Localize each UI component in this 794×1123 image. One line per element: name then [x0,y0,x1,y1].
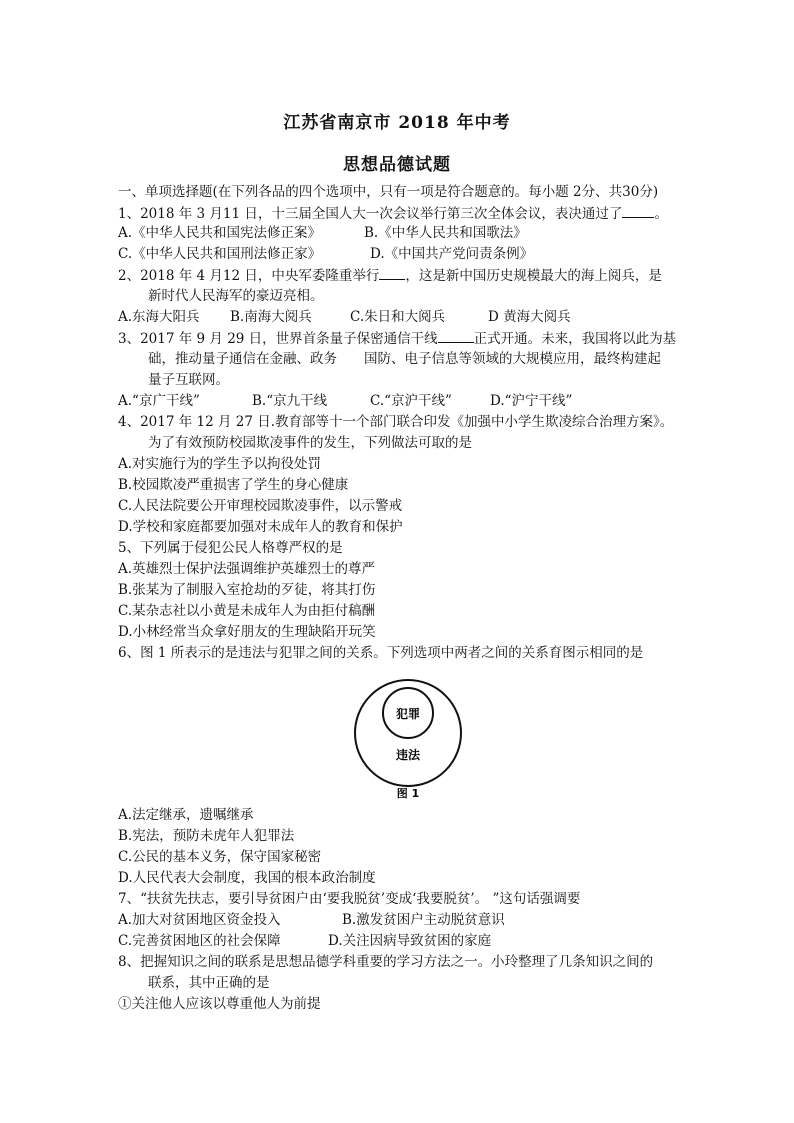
inner-label: 犯罪 [395,707,421,721]
question-5-option-c: C.某杂志社以小黄是未成年人为由拒付稿酬 [118,603,376,619]
question-7-options-row-1 [118,910,505,930]
question-3-stem-line-3: 量子互联网。 [148,372,229,388]
question-8-stem-line-1: 8、把握知识之间的联系是思想品德学科重要的学习方法之一。小玲整理了几条知识之间的 [118,954,654,970]
question-1-options-row-2 [118,244,533,264]
question-2-option-b: B.南海大阅兵 [230,309,312,325]
question-2-stem-line-1 [118,265,662,286]
venn-figure [344,675,474,800]
question-8-stem-line-2: 联系，其中正确的是 [148,975,270,991]
question-7-option-d: D.关注因病导致贫困的家庭 [328,933,492,949]
outer-circle-illegal [355,680,461,786]
question-1-text: 1、2018 年 3 月11 日，十三届全国人大一次会议举行第三次全体会议，表决通过了 [118,206,623,222]
question-2-options [118,307,571,327]
question-7-option-a: A.加大对贫困地区资金投入 [118,912,281,928]
outer-label: 违法 [395,748,421,762]
exam-title: 江苏省南京市 2018 年中考 [283,113,511,133]
question-6-stem: 6、图 1 所表示的是违法与犯罪之间的关系。下列选项中两者之间的关系育图示相同的是 [118,645,644,661]
question-2-text-a: 2、2018 年 4 月12 日，中央军委隆重举行 [118,268,380,284]
figure-1-diagram [344,675,474,800]
answer-blank [622,203,654,218]
question-1-end: 。 [654,206,668,222]
question-4-option-a: A.对实施行为的学生予以拘役处罚 [118,456,322,472]
question-2-stem-line-2: 新时代人民海军的豪迈亮相。 [148,288,324,304]
answer-blank [379,265,405,280]
question-3-options [118,391,572,411]
question-4-stem-line-1: 4、2017 年 12 月 27 日.教育部等十一个部门联合印发《加强中小学生欺凌综合治理方案》。 [118,414,674,430]
question-6-option-d: D.人民代表大会制度，我国的根本政治制度 [118,870,376,886]
question-7-option-b: B.激发贫困户主动脱贫意识 [342,912,505,928]
question-3-stem-line-2: 础，推动量子通信在金融、政务 国防、电子信息等领域的大规模应用，最终构建起 [148,351,661,367]
question-5-stem: 5、下列属于侵犯公民人格尊严权的是 [118,540,343,556]
question-7-stem: 7、“扶贫先扶志，要引导贫困户由‘要我脱贫’变成‘我要脱贫’。 ”这句话强调要 [118,891,581,907]
question-7-option-c: C.完善贫困地区的社会保障 [118,933,281,949]
question-4-option-c: C.人民法院要公开审理校园欺凌事件，以示警戒 [118,498,403,514]
question-3-option-b: B.“京九干线 [252,393,328,409]
question-1-option-d: D.《中国共产党问责条例》 [370,246,534,262]
question-4-option-d: D.学校和家庭都要加强对未成年人的教育和保护 [118,519,403,535]
question-3-text-b: 正式开通。未来，我国将以此为基 [473,331,677,347]
question-3-stem-line-1 [118,328,676,349]
question-8-item-1: ①关注他人应该以尊重他人为前提 [118,996,321,1012]
question-4-stem-line-2: 为了有效预防校园欺凌事件的发生，下列做法可取的是 [148,435,472,451]
question-3-text-a: 3、2017 年 9 月 29 日，世界首条量子保密通信干线 [118,331,438,347]
question-7-options-row-2 [118,931,491,951]
question-5-option-d: D.小林经常当众拿好朋友的生理缺陷开玩笑 [118,624,376,640]
exam-subtitle: 思想品德试题 [343,155,451,175]
figure-caption: 图 1 [396,787,420,800]
question-6-option-b: B.宪法，预防未虎年人犯罪法 [118,828,295,844]
question-6-option-c: C.公民的基本义务，保守国家秘密 [118,849,322,865]
question-5-option-a: A.英雄烈士保护法强调维护英雄烈士的尊严 [118,561,376,577]
question-1-option-c: C.《中华人民共和国刑法修正家》 [118,246,322,262]
question-3-option-c: C.“京沪干线” [370,393,452,409]
answer-blank [438,328,474,343]
question-1-stem [118,203,668,224]
section-heading: 一、单项选择题(在下列各品的四个选项中，只有一项是符合题意的。每小题 2分、共30分) [118,184,659,200]
question-2-option-c: C.朱日和大阅兵 [350,309,446,325]
question-1-option-b: B.《中华人民共和国歌法》 [364,225,527,241]
question-4-option-b: B.校园欺凌严重损害了学生的身心健康 [118,477,349,493]
question-3-option-a: A.“京广干线” [118,393,200,409]
question-3-option-d: D.“沪宁干线” [490,393,573,409]
question-1-options-row-1 [118,223,527,243]
question-1-option-a: A.《中华人民共和国宪法修正案》 [118,225,322,241]
question-2-text-b: ，这是新中国历史规模最大的海上阅兵，是 [405,268,662,284]
question-2-option-a: A.东海大阳兵 [118,309,200,325]
question-5-option-b: B.张某为了制服入室抢劫的歹徒，将其打伤 [118,582,376,598]
question-2-option-d: D 黄海大阅兵 [488,309,571,325]
question-6-option-a: A.法定继承，遗嘱继承 [118,807,254,823]
